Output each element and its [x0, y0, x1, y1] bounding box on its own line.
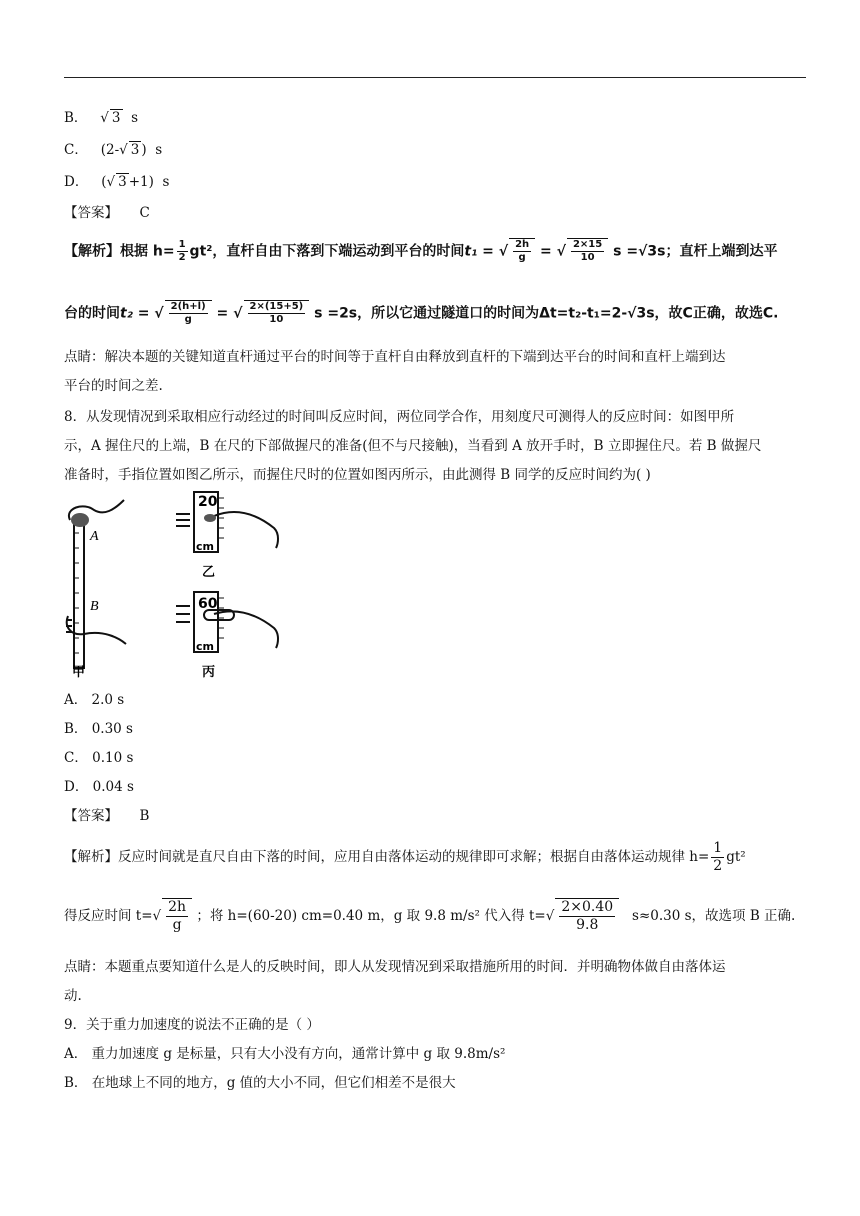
header-rule [64, 77, 806, 78]
q8-option-c: C． 0.10 s [64, 750, 134, 766]
q7-comment-line1: 点睛：解决本题的关键知道直杆通过平台的时间等于直杆自由释放到直杆的下端到达平台的时间和直杆上端到达 [64, 349, 726, 365]
q8-option-d: D． 0.04 s [64, 779, 134, 795]
reading-60: 60 [198, 596, 218, 612]
q7-analysis-line2: 台的时间t₂ = √ $\frac{2(h+l)}{g}$ = √ $\frac{2\times(15+5)}{10}$ s =2s，所以它通过隧道口的时间为Δt=t₂-t₁=2-√3s，故C正确，故选C. [64, 301, 779, 325]
q7-option-c: C． (2-√ 3 ) s [64, 142, 163, 158]
q7-answer: 【答案】 C [64, 205, 150, 221]
label-yi: 乙 [202, 565, 216, 580]
q7-comment-line2: 平台的时间之差. [64, 378, 163, 394]
q8-option-b: B． 0.30 s [64, 721, 133, 737]
q7-analysis-line1: 【解析】根据 h= $\frac{1}{2}$ gt²，直杆自由下落到下端运动到平台的时间t₁ = √ $\frac{2h}{g}$ = √ $\frac{2\times 15}{10}$ s =√3s；直杆上端到达平 [64, 239, 778, 263]
q8-comment-line1: 点睛：本题重点要知道什么是人的反映时间，即人从发现情况到采取措施所用的时间．并明确物体做自由落体运 [64, 959, 726, 975]
reading-20: 20 [198, 494, 218, 510]
q8-stem-line2: 示，A 握住尺的上端，B 在尺的下部做握尺的准备(但不与尺接触)，当看到 A 放开手时，B 立即握住尺。若 B 做握尺 [64, 438, 762, 454]
q8-analysis-line2: 得反应时间 t=√ $\frac{2h}{g}$ ；将 h=(60-20) cm=0.40 m，g 取 9.8 m/s² 代入得 t=√ $\frac{2\times 0.40}{9.8}$ s≈0.30 s，故选项 B 正确. [64, 899, 796, 933]
unit-cm-bing: cm [196, 640, 214, 653]
q8-stem-line3: 准备时，手指位置如图乙所示，而握住尺时的位置如图丙所示，由此测得 B 同学的反应时间约为( ) [64, 467, 651, 483]
q8-option-a: A． 2.0 s [64, 692, 125, 708]
q8-analysis-line1: 【解析】反应时间就是直尺自由下落的时间，应用自由落体运动的规律即可求解；根据自由落体运动规律 h= $\frac{1}{2}$ gt² [64, 840, 746, 874]
q8-comment-line2: 动. [64, 988, 82, 1004]
q8-stem-line1: 8．从发现情况到采取相应行动经过的时间叫反应时间，两位同学合作，用刻度尺可测得人的反应时间：如图甲所 [64, 409, 735, 425]
q7-option-d: D． (√ 3 +1) s [64, 174, 170, 190]
q7-option-b: B． √ 3 s [64, 110, 139, 126]
q8-answer: 【答案】 B [64, 808, 150, 824]
ruler-figure [64, 488, 288, 680]
half-fraction: $\frac{1}{2}$ [178, 239, 186, 263]
label-bing: 丙 [202, 665, 216, 680]
label-b: B [90, 599, 99, 614]
label-jia: 甲 [72, 665, 86, 680]
q9-stem: 9．关于重力加速度的说法不正确的是（ ） [64, 1017, 320, 1033]
q9-option-b: B． 在地球上不同的地方，g 值的大小不同，但它们相差不是很大 [64, 1075, 456, 1091]
label-a: A [90, 529, 99, 544]
unit-cm-yi: cm [196, 540, 214, 553]
q9-option-a: A． 重力加速度 g 是标量，只有大小没有方向，通常计算中 g 取 9.8m/s² [64, 1046, 506, 1062]
